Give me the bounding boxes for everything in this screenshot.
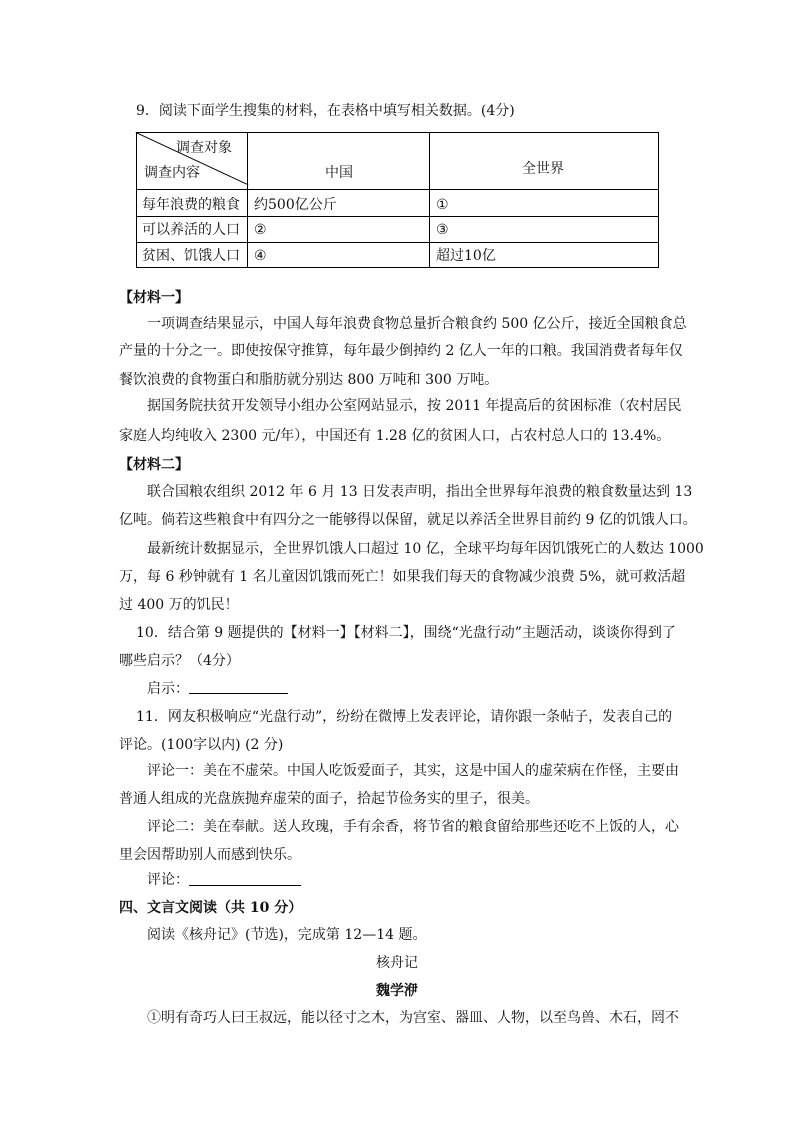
table-rule — [136, 216, 659, 217]
question-11-line-2: 评论。(100字以内) (2 分) — [119, 737, 284, 753]
article-title: 核舟记 — [376, 955, 418, 971]
table-rule — [136, 189, 659, 190]
table-rule — [136, 242, 659, 243]
material-2-line: 万，每 6 秒钟就有 1 名儿童因饥饿而死亡！如果我们每天的食物减少浪费 5%，就可救活超 — [119, 569, 686, 585]
question-11-answer-blank[interactable] — [189, 885, 301, 886]
material-2-line: 过 400 万的饥民！ — [119, 597, 239, 613]
header-china: 中国 — [325, 165, 353, 181]
table-border-left — [136, 132, 137, 268]
section-4-heading: 四、文言文阅读（共 10 分） — [119, 900, 303, 916]
question-11-answer-label: 评论： — [147, 872, 189, 888]
table-column-rule — [429, 132, 430, 268]
material-2-line: 亿吨。倘若这些粮食中有四分之一能够得以保留，就足以养活全世界目前约 9 亿的饥饿人口。 — [119, 512, 697, 528]
cell-world: ③ — [436, 222, 449, 238]
material-1-line: 产量的十分之一。即使按保守推算，每年最少倒掉约 2 亿人一年的口粮。我国消费者每年仅 — [119, 343, 683, 359]
row-label: 可以养活的人口 — [142, 222, 240, 238]
comment-1-line-2: 普通人组成的光盘族抛弃虚荣的面子，拾起节俭务实的里子，很美。 — [119, 791, 539, 807]
cell-china: ② — [254, 222, 267, 238]
table-column-rule — [247, 132, 248, 268]
table-border-right — [658, 132, 659, 268]
comment-2-line-2: 里会因帮助别人而感到快乐。 — [119, 847, 301, 863]
row-label: 贫困、饥饿人口 — [142, 248, 240, 264]
question-9-title: 9．阅读下面学生搜集的材料，在表格中填写相关数据。(4分) — [136, 103, 515, 119]
material-2-heading: 【材料二】 — [119, 457, 189, 473]
header-survey-object: 调查对象 — [176, 140, 232, 156]
question-10-line-1: 10．结合第 9 题提供的【材料一】【材料二】，围绕“光盘行动”主题活动，谈谈你得到了 — [136, 625, 676, 641]
comment-1-line-1: 评论一：美在不虚荣。中国人吃饭爱面子，其实，这是中国人的虚荣病在作怪，主要由 — [147, 763, 679, 779]
cell-china: 约500亿公斤 — [254, 197, 337, 213]
header-survey-content: 调查内容 — [144, 165, 200, 181]
material-1-heading: 【材料一】 — [119, 290, 189, 306]
header-world: 全世界 — [522, 161, 564, 177]
cell-world: ① — [436, 197, 449, 213]
cell-world: 超过10亿 — [436, 248, 496, 264]
table-border-bottom — [136, 267, 659, 268]
question-10-line-2: 哪些启示？（4分） — [119, 653, 240, 669]
material-1-line: 据国务院扶贫开发领导小组办公室网站显示，按 2011 年提高后的贫困标准（农村居民 — [147, 398, 682, 414]
question-10-answer-blank[interactable] — [189, 693, 288, 694]
row-label: 每年浪费的粮食 — [142, 197, 240, 213]
material-1-line: 家庭人均纯收入 2300 元/年），中国还有 1.28 亿的贫困人口，占农村总人口的 13.4%。 — [119, 428, 671, 444]
question-10-answer-label: 启示： — [147, 681, 189, 697]
article-paragraph-1: ①明有奇巧人曰王叔远，能以径寸之木，为宫室、器皿、人物，以至鸟兽、木石，罔不 — [147, 1010, 679, 1026]
data-table — [136, 132, 659, 268]
table-border-top — [136, 132, 659, 133]
material-2-line: 最新统计数据显示，全世界饥饿人口超过 10 亿，全球平均每年因饥饿死亡的人数达 1000 — [147, 541, 704, 557]
comment-2-line-1: 评论二：美在奉献。送人玫瑰，手有余香，将节省的粮食留给那些还吃不上饭的人，心 — [147, 819, 679, 835]
material-1-line: 一项调查结果显示，中国人每年浪费食物总量折合粮食约 500 亿公斤，接近全国粮食总 — [147, 316, 687, 332]
question-11-line-1: 11．网友积极响应“光盘行动”，纷纷在微博上发表评论，请你跟一条帖子，发表自己的 — [136, 709, 673, 725]
section-4-instruction: 阅读《核舟记》(节选)，完成第 12—14 题。 — [147, 927, 427, 943]
article-author: 魏学洢 — [376, 983, 418, 999]
material-1-line: 餐饮浪费的食物蛋白和脂肪就分别达 800 万吨和 300 万吨。 — [119, 372, 499, 388]
material-2-line: 联合国粮农组织 2012 年 6 月 13 日发表声明，指出全世界每年浪费的粮食数量达到 13 — [147, 484, 693, 500]
cell-china: ④ — [254, 248, 267, 264]
